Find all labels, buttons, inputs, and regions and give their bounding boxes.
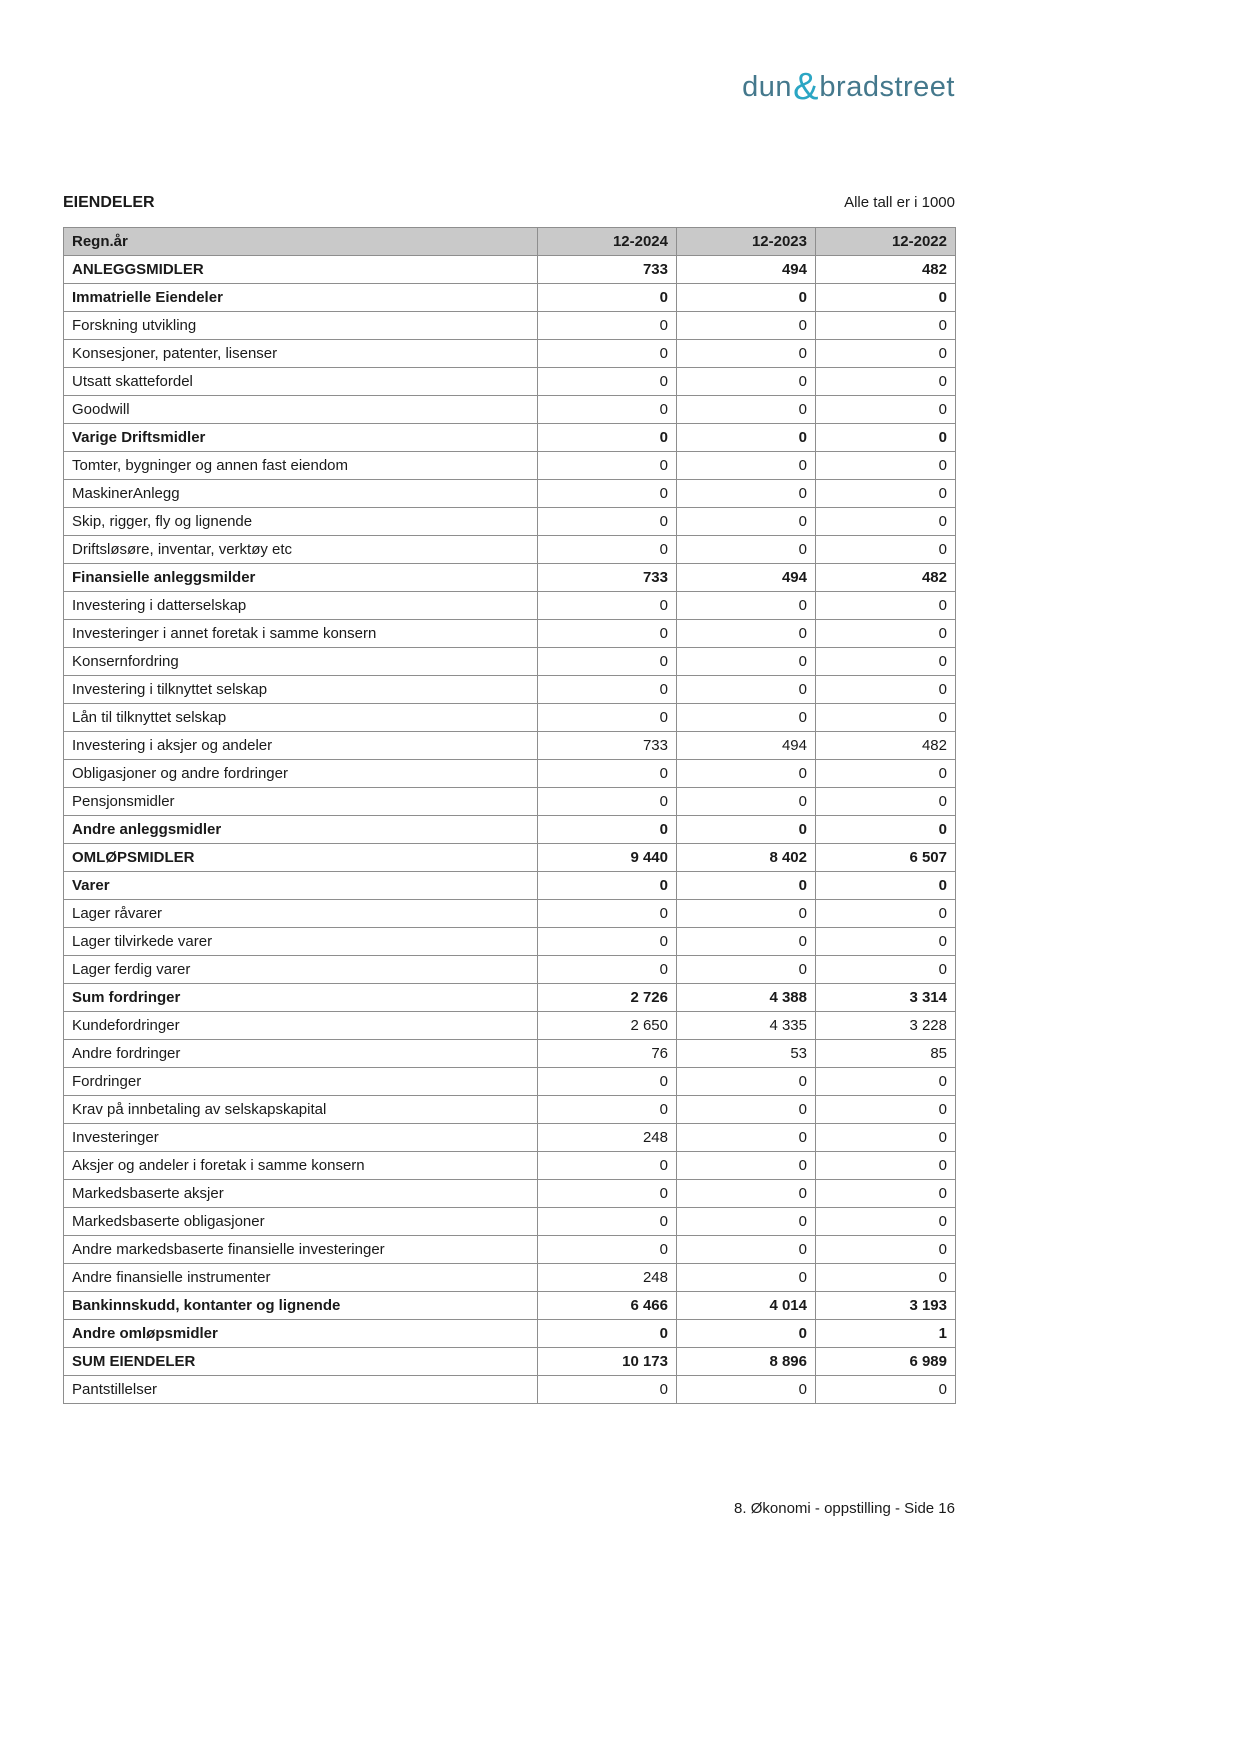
row-label: Investeringer (64, 1124, 538, 1152)
row-value: 482 (816, 256, 956, 284)
table-row (64, 452, 956, 480)
row-value: 0 (677, 368, 816, 396)
row-value: 0 (677, 872, 816, 900)
row-value: 0 (677, 760, 816, 788)
row-value: 0 (816, 396, 956, 424)
table-row (64, 1320, 956, 1348)
row-label: Varige Driftsmidler (64, 424, 538, 452)
row-value: 0 (816, 480, 956, 508)
row-value: 0 (816, 816, 956, 844)
row-value: 3 314 (816, 984, 956, 1012)
row-value: 0 (677, 788, 816, 816)
row-value: 0 (538, 928, 677, 956)
row-value: 0 (816, 592, 956, 620)
row-label: Skip, rigger, fly og lignende (64, 508, 538, 536)
table-row (64, 704, 956, 732)
row-value: 0 (538, 676, 677, 704)
row-value: 0 (538, 340, 677, 368)
row-value: 0 (816, 1152, 956, 1180)
row-value: 0 (677, 676, 816, 704)
table-row (64, 396, 956, 424)
row-value: 0 (816, 1208, 956, 1236)
table-row (64, 368, 956, 396)
table-row (64, 1264, 956, 1292)
table-row (64, 1012, 956, 1040)
row-value: 9 440 (538, 844, 677, 872)
row-value: 482 (816, 732, 956, 760)
row-value: 0 (816, 1068, 956, 1096)
table-row (64, 984, 956, 1012)
row-value: 0 (677, 1180, 816, 1208)
row-value: 6 466 (538, 1292, 677, 1320)
row-value: 0 (538, 872, 677, 900)
row-value: 0 (677, 1376, 816, 1404)
table-row (64, 648, 956, 676)
row-label: Krav på innbetaling av selskapskapital (64, 1096, 538, 1124)
row-label: Pensjonsmidler (64, 788, 538, 816)
row-value: 0 (677, 704, 816, 732)
table-row (64, 340, 956, 368)
table-row (64, 844, 956, 872)
table-row (64, 1348, 956, 1376)
table-row (64, 1124, 956, 1152)
page-footer: 8. Økonomi - oppstilling - Side 16 (734, 1500, 955, 1517)
row-label: ANLEGGSMIDLER (64, 256, 538, 284)
row-value: 0 (677, 956, 816, 984)
row-label: Andre omløpsmidler (64, 1320, 538, 1348)
row-label: Lager ferdig varer (64, 956, 538, 984)
row-value: 0 (538, 1208, 677, 1236)
table-row (64, 536, 956, 564)
row-value: 0 (677, 1236, 816, 1264)
row-label: Andre markedsbaserte finansielle investeringer (64, 1236, 538, 1264)
row-value: 0 (677, 1208, 816, 1236)
row-value: 494 (677, 256, 816, 284)
row-value: 0 (816, 620, 956, 648)
row-value: 0 (816, 928, 956, 956)
row-value: 0 (677, 1264, 816, 1292)
row-value: 10 173 (538, 1348, 677, 1376)
row-value: 0 (816, 368, 956, 396)
row-value: 0 (677, 592, 816, 620)
row-value: 0 (677, 396, 816, 424)
table-row (64, 620, 956, 648)
row-value: 0 (816, 284, 956, 312)
row-value: 494 (677, 564, 816, 592)
row-label: Investering i tilknyttet selskap (64, 676, 538, 704)
table-row (64, 256, 956, 284)
row-value: 3 228 (816, 1012, 956, 1040)
row-label: Obligasjoner og andre fordringer (64, 760, 538, 788)
row-value: 0 (677, 424, 816, 452)
row-value: 0 (538, 396, 677, 424)
row-label: Andre fordringer (64, 1040, 538, 1068)
row-label: Immatrielle Eiendeler (64, 284, 538, 312)
row-value: 0 (538, 536, 677, 564)
row-value: 733 (538, 732, 677, 760)
row-value: 0 (816, 648, 956, 676)
row-label: Forskning utvikling (64, 312, 538, 340)
row-value: 0 (538, 1068, 677, 1096)
row-value: 0 (677, 508, 816, 536)
row-value: 0 (816, 956, 956, 984)
row-value: 0 (816, 788, 956, 816)
row-value: 4 335 (677, 1012, 816, 1040)
row-value: 0 (538, 1096, 677, 1124)
header-col-2022: 12-2022 (816, 228, 956, 256)
table-row (64, 732, 956, 760)
row-value: 53 (677, 1040, 816, 1068)
row-label: Lager tilvirkede varer (64, 928, 538, 956)
row-value: 6 507 (816, 844, 956, 872)
header-label: Regn.år (64, 228, 538, 256)
row-value: 0 (677, 452, 816, 480)
row-value: 0 (538, 1152, 677, 1180)
row-value: 0 (677, 1096, 816, 1124)
row-value: 0 (816, 872, 956, 900)
row-label: Andre finansielle instrumenter (64, 1264, 538, 1292)
table-row (64, 1068, 956, 1096)
row-value: 0 (816, 452, 956, 480)
row-value: 0 (816, 760, 956, 788)
row-value: 0 (677, 928, 816, 956)
assets-table (63, 227, 956, 1404)
table-row (64, 928, 956, 956)
row-label: Lager råvarer (64, 900, 538, 928)
row-value: 4 388 (677, 984, 816, 1012)
table-row (64, 1152, 956, 1180)
row-value: 0 (677, 340, 816, 368)
row-label: Bankinnskudd, kontanter og lignende (64, 1292, 538, 1320)
row-value: 0 (677, 1320, 816, 1348)
row-value: 0 (677, 620, 816, 648)
table-header-row (64, 228, 956, 256)
row-value: 0 (538, 788, 677, 816)
row-label: Finansielle anleggsmilder (64, 564, 538, 592)
table-row (64, 956, 956, 984)
row-label: Andre anleggsmidler (64, 816, 538, 844)
row-label: Pantstillelser (64, 1376, 538, 1404)
table-row (64, 508, 956, 536)
row-value: 0 (538, 368, 677, 396)
ampersand-icon: & (793, 66, 819, 108)
row-label: Sum fordringer (64, 984, 538, 1012)
table-row (64, 1040, 956, 1068)
row-value: 0 (538, 480, 677, 508)
row-value: 0 (538, 760, 677, 788)
row-value: 6 989 (816, 1348, 956, 1376)
table-row (64, 760, 956, 788)
table-row (64, 284, 956, 312)
row-value: 0 (816, 1096, 956, 1124)
row-value: 0 (538, 508, 677, 536)
table-row (64, 1236, 956, 1264)
row-value: 3 193 (816, 1292, 956, 1320)
logo-word-dun: dun (742, 71, 793, 103)
row-value: 0 (538, 648, 677, 676)
row-value: 0 (816, 1180, 956, 1208)
row-value: 0 (677, 284, 816, 312)
row-value: 0 (538, 900, 677, 928)
row-value: 0 (816, 1376, 956, 1404)
table-row (64, 872, 956, 900)
table-row (64, 564, 956, 592)
row-value: 0 (677, 816, 816, 844)
row-label: Investering i aksjer og andeler (64, 732, 538, 760)
row-value: 0 (816, 1264, 956, 1292)
row-value: 0 (538, 1180, 677, 1208)
units-note: Alle tall er i 1000 (844, 194, 955, 211)
section-title: EIENDELER (63, 194, 155, 211)
table-row (64, 1096, 956, 1124)
row-value: 733 (538, 256, 677, 284)
row-label: SUM EIENDELER (64, 1348, 538, 1376)
table-row (64, 480, 956, 508)
row-label: MaskinerAnlegg (64, 480, 538, 508)
row-value: 0 (538, 620, 677, 648)
row-label: Markedsbaserte obligasjoner (64, 1208, 538, 1236)
row-label: Konsesjoner, patenter, lisenser (64, 340, 538, 368)
row-value: 0 (538, 1236, 677, 1264)
row-value: 0 (816, 704, 956, 732)
table-row (64, 788, 956, 816)
row-value: 0 (677, 1152, 816, 1180)
table-row (64, 1208, 956, 1236)
dun-bradstreet-logo (63, 66, 955, 109)
row-value: 248 (538, 1124, 677, 1152)
row-label: Utsatt skattefordel (64, 368, 538, 396)
table-row (64, 1180, 956, 1208)
row-value: 0 (677, 480, 816, 508)
row-value: 0 (538, 1320, 677, 1348)
row-value: 76 (538, 1040, 677, 1068)
row-value: 0 (816, 1236, 956, 1264)
row-label: Goodwill (64, 396, 538, 424)
row-value: 0 (538, 312, 677, 340)
table-row (64, 1376, 956, 1404)
row-value: 8 402 (677, 844, 816, 872)
row-value: 85 (816, 1040, 956, 1068)
header-col-2024: 12-2024 (538, 228, 677, 256)
row-value: 0 (816, 1124, 956, 1152)
row-label: Investeringer i annet foretak i samme konsern (64, 620, 538, 648)
table-row (64, 900, 956, 928)
row-value: 0 (816, 900, 956, 928)
row-value: 0 (538, 956, 677, 984)
row-label: Tomter, bygninger og annen fast eiendom (64, 452, 538, 480)
row-value: 0 (677, 536, 816, 564)
row-value: 0 (816, 424, 956, 452)
row-label: Kundefordringer (64, 1012, 538, 1040)
table-row (64, 592, 956, 620)
row-label: Aksjer og andeler i foretak i samme konsern (64, 1152, 538, 1180)
row-value: 0 (538, 452, 677, 480)
row-value: 0 (538, 816, 677, 844)
table-body (64, 256, 956, 1404)
row-label: Markedsbaserte aksjer (64, 1180, 538, 1208)
row-value: 0 (538, 284, 677, 312)
row-value: 0 (816, 676, 956, 704)
row-value: 733 (538, 564, 677, 592)
table-row (64, 1292, 956, 1320)
row-value: 8 896 (677, 1348, 816, 1376)
row-label: Driftsløsøre, inventar, verktøy etc (64, 536, 538, 564)
row-value: 1 (816, 1320, 956, 1348)
row-value: 4 014 (677, 1292, 816, 1320)
row-value: 0 (538, 592, 677, 620)
table-row (64, 676, 956, 704)
row-value: 0 (816, 340, 956, 368)
row-value: 0 (677, 1068, 816, 1096)
row-value: 0 (816, 508, 956, 536)
row-value: 482 (816, 564, 956, 592)
row-value: 0 (677, 312, 816, 340)
table-row (64, 312, 956, 340)
row-label: Lån til tilknyttet selskap (64, 704, 538, 732)
row-value: 0 (538, 704, 677, 732)
logo-word-bradstreet: bradstreet (819, 71, 955, 103)
row-value: 0 (538, 1376, 677, 1404)
row-label: Fordringer (64, 1068, 538, 1096)
row-label: OMLØPSMIDLER (64, 844, 538, 872)
row-value: 2 726 (538, 984, 677, 1012)
row-value: 0 (816, 312, 956, 340)
header-col-2023: 12-2023 (677, 228, 816, 256)
row-value: 248 (538, 1264, 677, 1292)
row-value: 2 650 (538, 1012, 677, 1040)
row-label: Investering i datterselskap (64, 592, 538, 620)
row-value: 0 (677, 900, 816, 928)
table-row (64, 424, 956, 452)
row-value: 494 (677, 732, 816, 760)
row-value: 0 (816, 536, 956, 564)
row-value: 0 (538, 424, 677, 452)
table-row (64, 816, 956, 844)
row-label: Varer (64, 872, 538, 900)
row-label: Konsernfordring (64, 648, 538, 676)
row-value: 0 (677, 1124, 816, 1152)
row-value: 0 (677, 648, 816, 676)
section-header (63, 194, 955, 212)
